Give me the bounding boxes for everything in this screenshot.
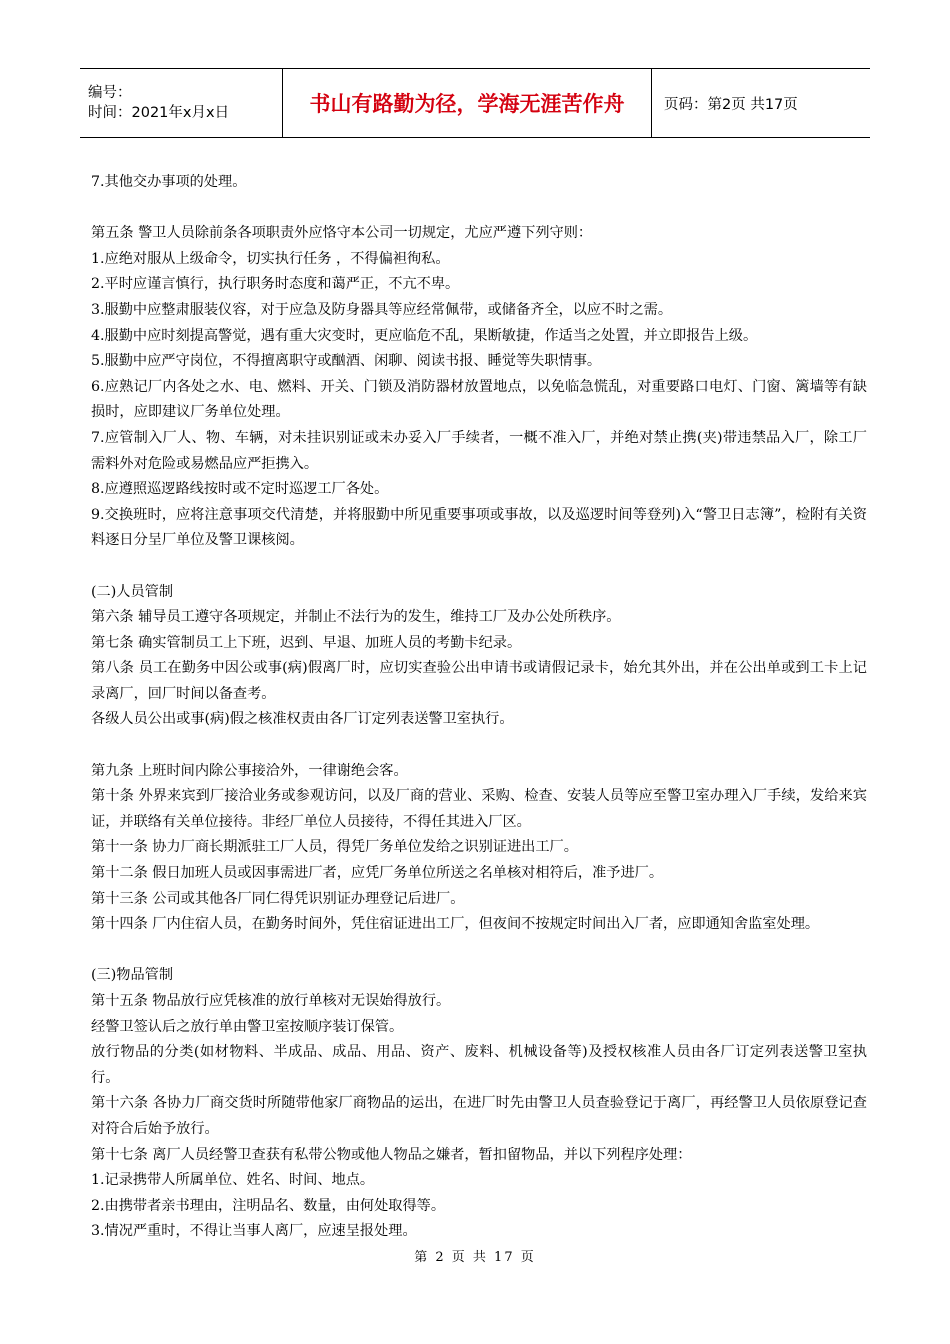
header-page-info: 页码：第2页 共17页	[664, 96, 798, 113]
header-left-cell	[80, 69, 282, 137]
paragraph: 8.应遵照巡逻路线按时或不定时巡逻工厂各处。	[91, 481, 389, 498]
paragraph-gap	[91, 733, 867, 759]
paragraph-gap	[91, 554, 867, 580]
paragraph: 第九条 上班时间内除公事接洽外，一律谢绝会客。	[91, 762, 408, 779]
paragraph: 2.由携带者亲书理由，注明品名、数量，由何处取得等。	[91, 1197, 446, 1214]
document-body	[91, 170, 867, 1245]
header-page-cell	[652, 69, 870, 137]
paragraph: (三)物品管制	[91, 967, 174, 984]
document-date: 时间：2021年x月x日	[88, 105, 230, 121]
paragraph: 第六条 辅导员工遵守各项规定，并制止不法行为的发生，维持工厂及办公处所秩序。	[91, 609, 621, 626]
paragraph: 5.服勤中应严守岗位，不得擅离职守或酗酒、闲聊、阅读书报、睡觉等失职情事。	[91, 353, 602, 370]
paragraph: 第十七条 离厂人员经警卫查获有私带公物或他人物品之嫌者，暂扣留物品，并以下列程序处理：	[91, 1146, 692, 1163]
paragraph: 第十二条 假日加班人员或因事需进厂者，应凭厂务单位所送之名单核对相符后，准予进厂。	[91, 865, 664, 882]
paragraph: 2.平时应谨言慎行，执行职务时态度和蔼严正，不亢不卑。	[91, 276, 460, 293]
paragraph: 第十三条 公司或其他各厂同仁得凭识别证办理登记后进厂。	[91, 890, 465, 907]
paragraph: 3.情况严重时，不得让当事人离厂，应速呈报处理。	[91, 1223, 417, 1240]
paragraph: 第十一条 协力厂商长期派驻工厂人员，得凭厂务单位发给之识别证进出工厂。	[91, 839, 578, 856]
paragraph: 第十五条 物品放行应凭核准的放行单核对无误始得放行。	[91, 993, 451, 1009]
page-footer: 第 2 页 共 17 页	[414, 1250, 536, 1265]
paragraph: (二)人员管制	[91, 583, 174, 600]
paragraph: 7.应管制入厂人、物、车辆，对未挂识别证或未办妥入厂手续者，一概不准入厂，并绝对禁止携(夹)带违禁品入厂，除工厂需料外对危险或易燃品应严拒携入。	[91, 429, 867, 472]
paragraph: 1.记录携带人所属单位、姓名、时间、地点。	[91, 1172, 375, 1189]
paragraph: 第十六条 各协力厂商交货时所随带他家厂商物品的运出，在进厂时先由警卫人员查验登记于离厂，再经警卫人员依原登记查对符合后始予放行。	[91, 1095, 867, 1137]
header-motto: 书山有路勤为径，学海无涯苦作舟	[309, 92, 625, 116]
paragraph: 4.服勤中应时刻提高警觉，遇有重大灾变时，更应临危不乱，果断敏捷，作适当之处置，并立即报告上级。	[91, 327, 758, 344]
paragraph-gap	[91, 938, 867, 964]
document-number-label: 编号：	[88, 85, 132, 101]
paragraph: 7.其他交办事项的处理。	[91, 174, 247, 190]
paragraph: 经警卫签认后之放行单由警卫室按顺序装订保管。	[91, 1018, 404, 1035]
paragraph: 放行物品的分类(如材物料、半成品、成品、用品、资产、废料、机械设备等)及授权核准人员由各厂订定列表送警卫室执行。	[91, 1044, 867, 1086]
paragraph: 第八条 员工在勤务中因公或事(病)假离厂时，应切实查验公出申请书或请假记录卡，始允其外出，并在公出单或到工卡上记录离厂，回厂时间以备查考。	[91, 660, 867, 702]
page-header	[80, 68, 870, 138]
paragraph: 第十四条 厂内住宿人员，在勤务时间外，凭住宿证进出工厂，但夜间不按规定时间出入厂者，应即通知舍监室处理。	[91, 916, 820, 933]
paragraph: 3.服勤中应整肃服装仪容，对于应急及防身器具等应经常佩带，或储备齐全，以应不时之需。	[91, 301, 673, 318]
paragraph: 各级人员公出或事(病)假之核准权责由各厂订定列表送警卫室执行。	[91, 711, 514, 728]
paragraph: 6.应熟记厂内各处之水、电、燃料、开关、门锁及消防器材放置地点，以免临急慌乱，对重要路口电灯、门窗、篱墙等有缺损时，应即建议厂务单位处理。	[91, 378, 867, 421]
paragraph: 9.交换班时，应将注意事项交代清楚，并将服勤中所见重要事项或事故，以及巡逻时间等登列)入“警卫日志簿”，检附有关资料逐日分呈厂单位及警卫课核阅。	[91, 506, 867, 549]
paragraph: 第五条 警卫人员除前条各项职责外应恪守本公司一切规定，尤应严遵下列守则：	[91, 225, 593, 242]
header-motto-cell	[282, 69, 652, 137]
paragraph-gap	[91, 196, 867, 222]
paragraph: 1.应绝对服从上级命令，切实执行任务 ，不得偏袒徇私。	[91, 250, 450, 267]
paragraph: 第十条 外界来宾到厂接洽业务或参观访问，以及厂商的营业、采购、检查、安装人员等应至警卫室办理入厂手续，发给来宾证，并联络有关单位接待。非经厂单位人员接待，不得任其进入厂区。	[91, 788, 867, 830]
paragraph: 第七条 确实管制员工上下班，迟到、早退、加班人员的考勤卡纪录。	[91, 634, 522, 651]
